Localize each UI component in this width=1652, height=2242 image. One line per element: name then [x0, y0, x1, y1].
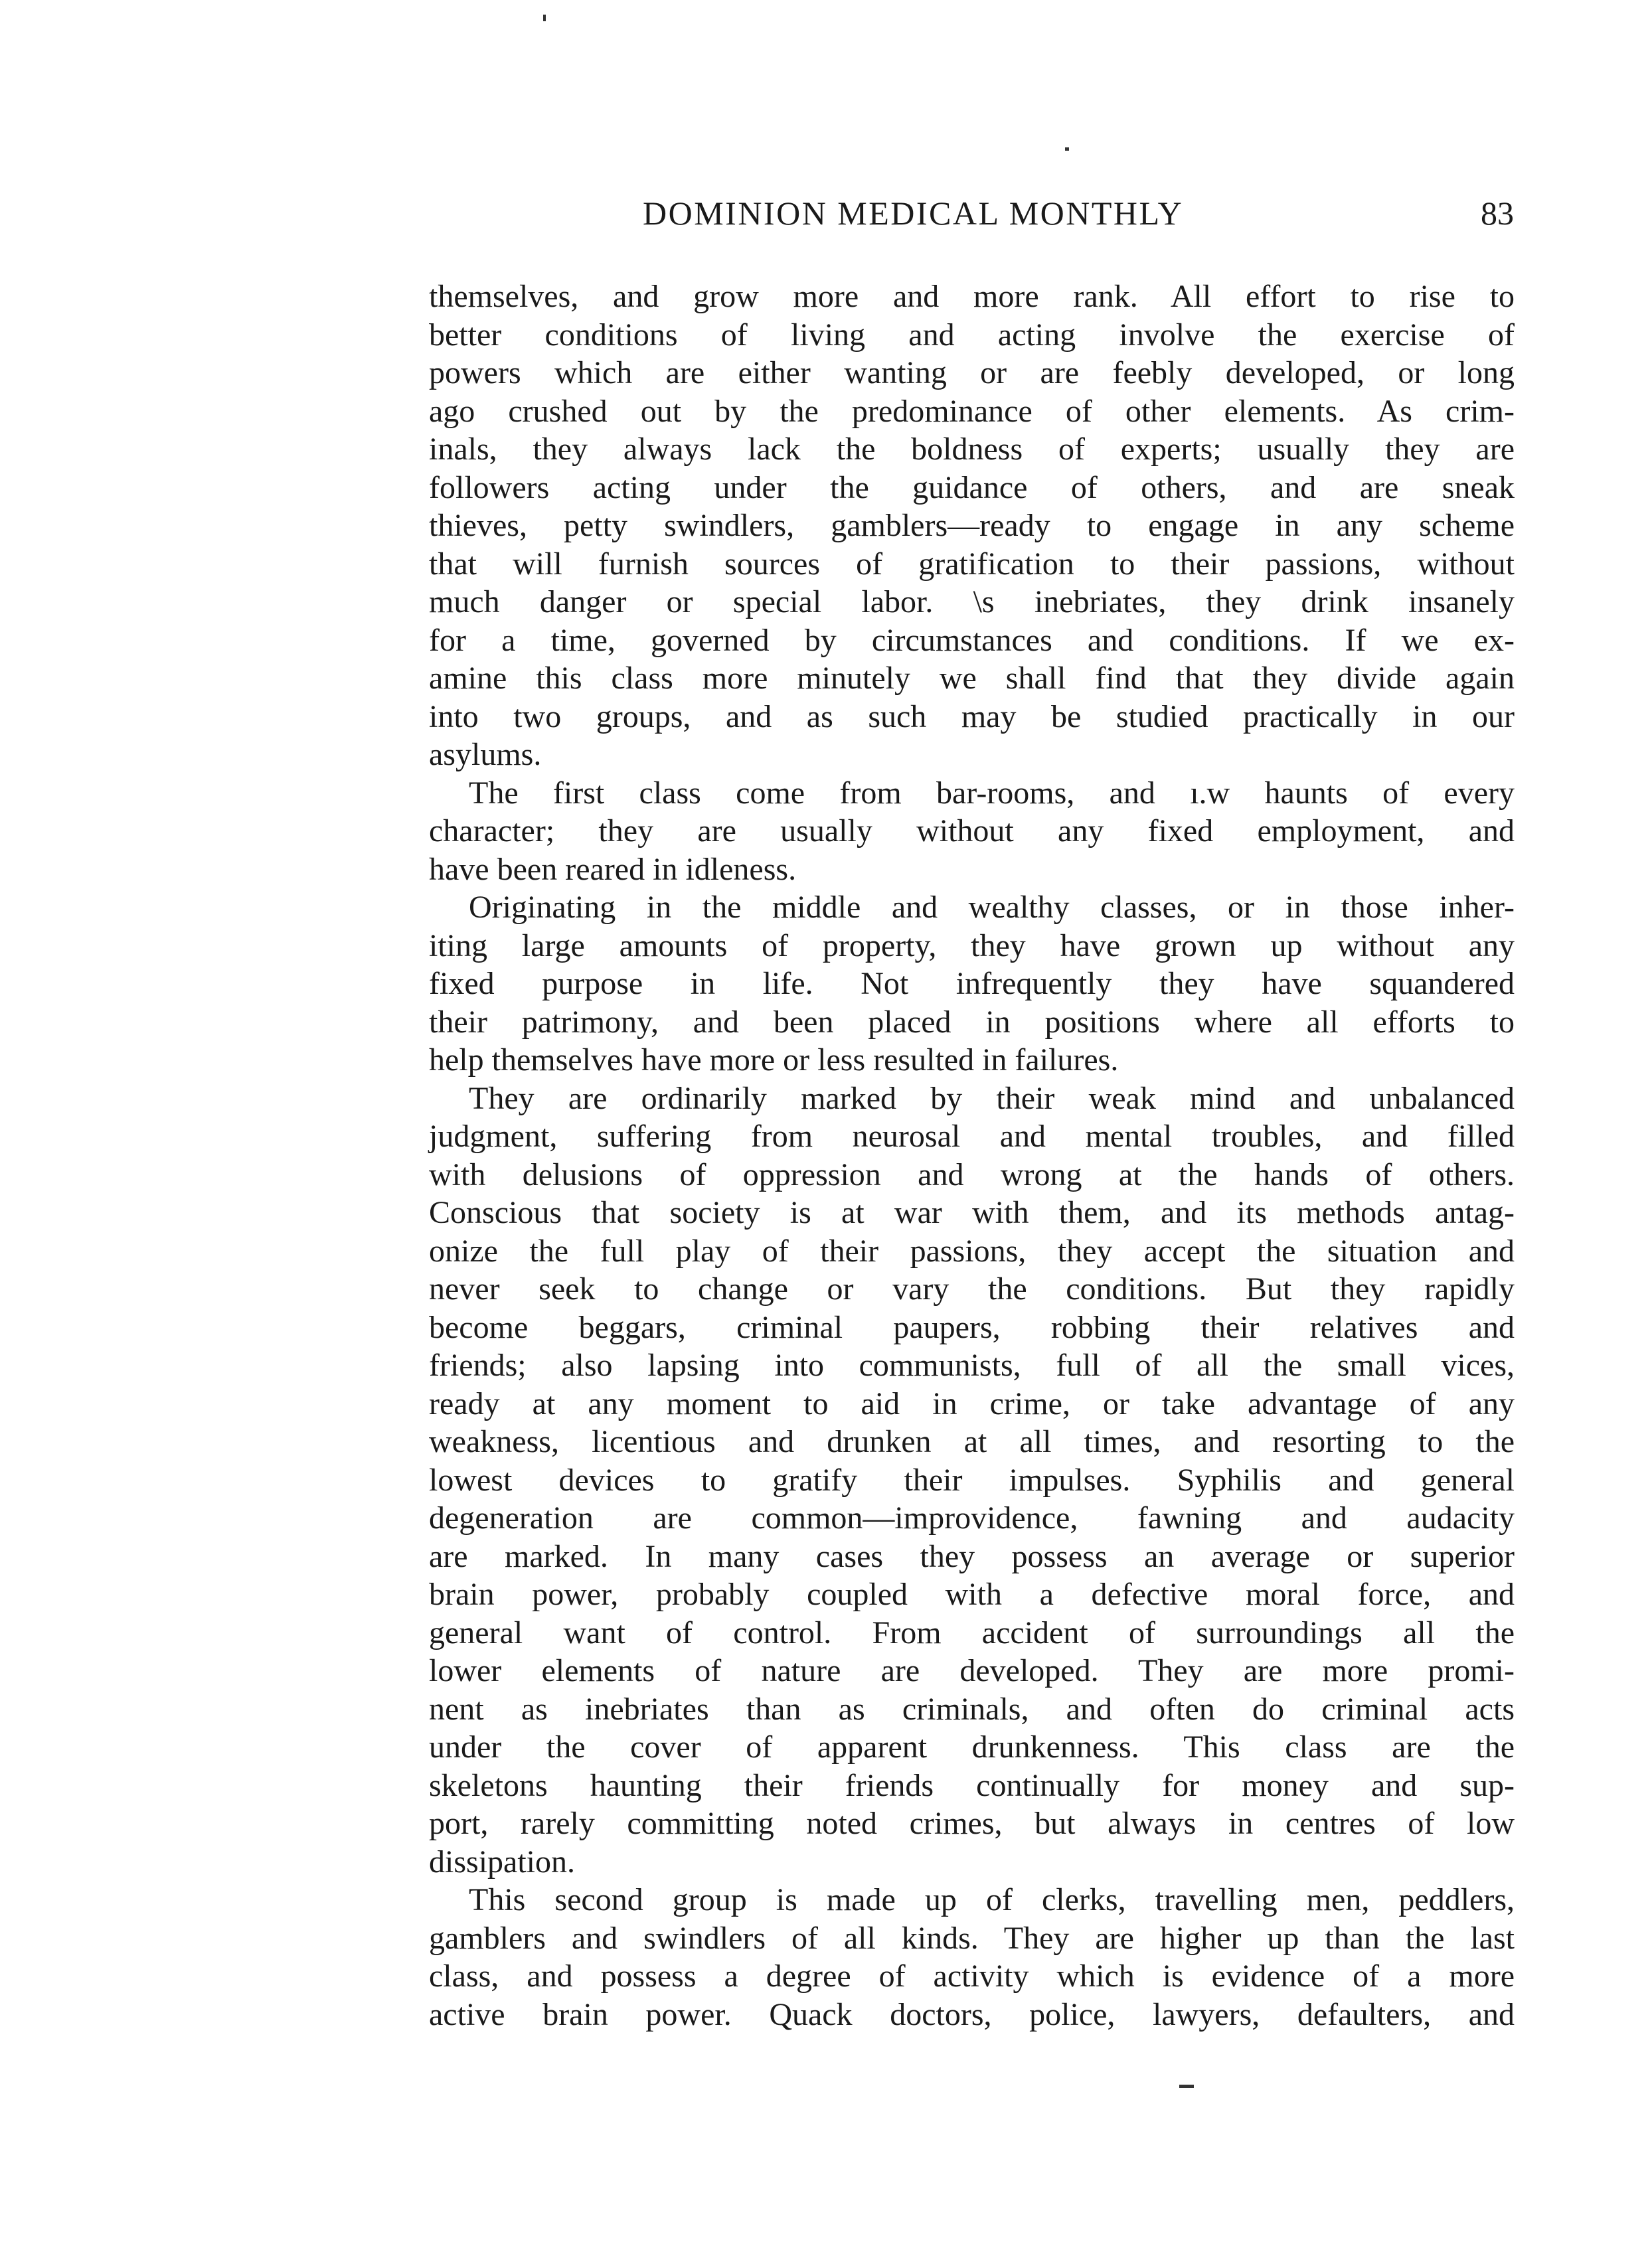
text-line: followers acting under the guidance of others, and are sneak: [429, 469, 1515, 505]
text-line: into two groups, and as such may be studied practically in our: [429, 698, 1515, 734]
text-line: better conditions of living and acting involve the exercise of: [429, 317, 1515, 353]
text-line: have been reared in idleness.: [429, 851, 797, 887]
text-line: inals, they always lack the boldness of experts; usually they are: [429, 432, 1515, 467]
text-line: The first class come from bar-rooms, and ı.w haunts of every: [469, 775, 1515, 811]
text-line: powers which are either wanting or are feebly developed, or long: [429, 355, 1515, 390]
text-line: asylums.: [429, 737, 542, 772]
paragraph: [429, 888, 1515, 1080]
text-line: judgment, suffering from neurosal and mental troubles, and filled: [429, 1119, 1515, 1154]
text-line: skeletons haunting their friends continually for money and sup-: [429, 1767, 1515, 1803]
text-line: port, rarely committing noted crimes, but always in centres of low: [429, 1806, 1515, 1841]
paragraph: [429, 278, 1515, 774]
text-line: amine this class more minutely we shall find that they divide again: [429, 661, 1515, 696]
text-line: their patrimony, and been placed in positions where all efforts to: [429, 1004, 1515, 1040]
text-line: degeneration are common—improvidence, fawning and audacity: [429, 1500, 1515, 1536]
body-text: [429, 278, 1515, 2034]
text-line: are marked. In many cases they possess an average or superior: [429, 1538, 1515, 1574]
text-line: themselves, and grow more and more rank. All effort to rise to: [429, 279, 1515, 314]
text-line: ago crushed out by the predominance of other elements. As crim-: [429, 393, 1515, 429]
text-line: Originating in the middle and wealthy classes, or in those inher-: [469, 890, 1515, 925]
text-line: become beggars, criminal paupers, robbing their relatives and: [429, 1309, 1515, 1345]
text-line: gamblers and swindlers of all kinds. They are higher up than the last: [429, 1920, 1515, 1956]
text-line: character; they are usually without any fixed employment, and: [429, 813, 1515, 848]
text-line: dissipation.: [429, 1844, 576, 1880]
text-line: Conscious that society is at war with them, and its methods antag-: [429, 1195, 1515, 1230]
text-line: help themselves have more or less resulted in failures.: [429, 1042, 1119, 1078]
text-line: class, and possess a degree of activity which is evidence of a more: [429, 1959, 1515, 1994]
text-line: nent as inebriates than as criminals, and often do criminal acts: [429, 1691, 1515, 1727]
text-line: never seek to change or vary the conditions. But they rapidly: [429, 1271, 1515, 1307]
page-number: 83: [1481, 195, 1514, 232]
text-line: weakness, licentious and drunken at all times, and resorting to the: [429, 1424, 1515, 1459]
paragraph: [429, 1080, 1515, 1882]
text-line: fixed purpose in life. Not infrequently they have squandered: [429, 966, 1515, 1001]
text-line: under the cover of apparent drunkenness. This class are the: [429, 1729, 1515, 1765]
running-head: [432, 194, 1514, 236]
text-line: general want of control. From accident of surroundings all the: [429, 1615, 1515, 1650]
text-line: that will furnish sources of gratification to their passions, without: [429, 546, 1515, 582]
paragraph: [429, 1881, 1515, 2034]
scan-speck: [1065, 147, 1069, 151]
text-line: thieves, petty swindlers, gamblers—ready to engage in any scheme: [429, 508, 1515, 543]
text-line: ready at any moment to aid in crime, or take advantage of any: [429, 1386, 1515, 1421]
text-line: brain power, probably coupled with a defective moral force, and: [429, 1577, 1515, 1612]
text-line: lowest devices to gratify their impulses. Syphilis and general: [429, 1462, 1515, 1498]
scan-speck: [1179, 2085, 1194, 2088]
text-line: They are ordinarily marked by their weak mind and unbalanced: [469, 1080, 1515, 1116]
text-line: much danger or special labor. \s inebriates, they drink insanely: [429, 584, 1515, 619]
scan-speck: [543, 15, 546, 21]
journal-title: DOMINION MEDICAL MONTHLY: [643, 195, 1184, 232]
text-line: lower elements of nature are developed. They are more promi-: [429, 1653, 1515, 1688]
text-line: with delusions of oppression and wrong at the hands of others.: [429, 1157, 1515, 1192]
text-line: friends; also lapsing into communists, full of all the small vices,: [429, 1348, 1515, 1383]
text-line: iting large amounts of property, they have grown up without any: [429, 927, 1515, 963]
text-line: active brain power. Quack doctors, police, lawyers, defaulters, and: [429, 1996, 1515, 2032]
text-line: This second group is made up of clerks, travelling men, peddlers,: [469, 1882, 1515, 1917]
text-line: onize the full play of their passions, they accept the situation and: [429, 1233, 1515, 1269]
text-line: for a time, governed by circumstances and conditions. If we ex-: [429, 622, 1515, 658]
paragraph: [429, 774, 1515, 889]
